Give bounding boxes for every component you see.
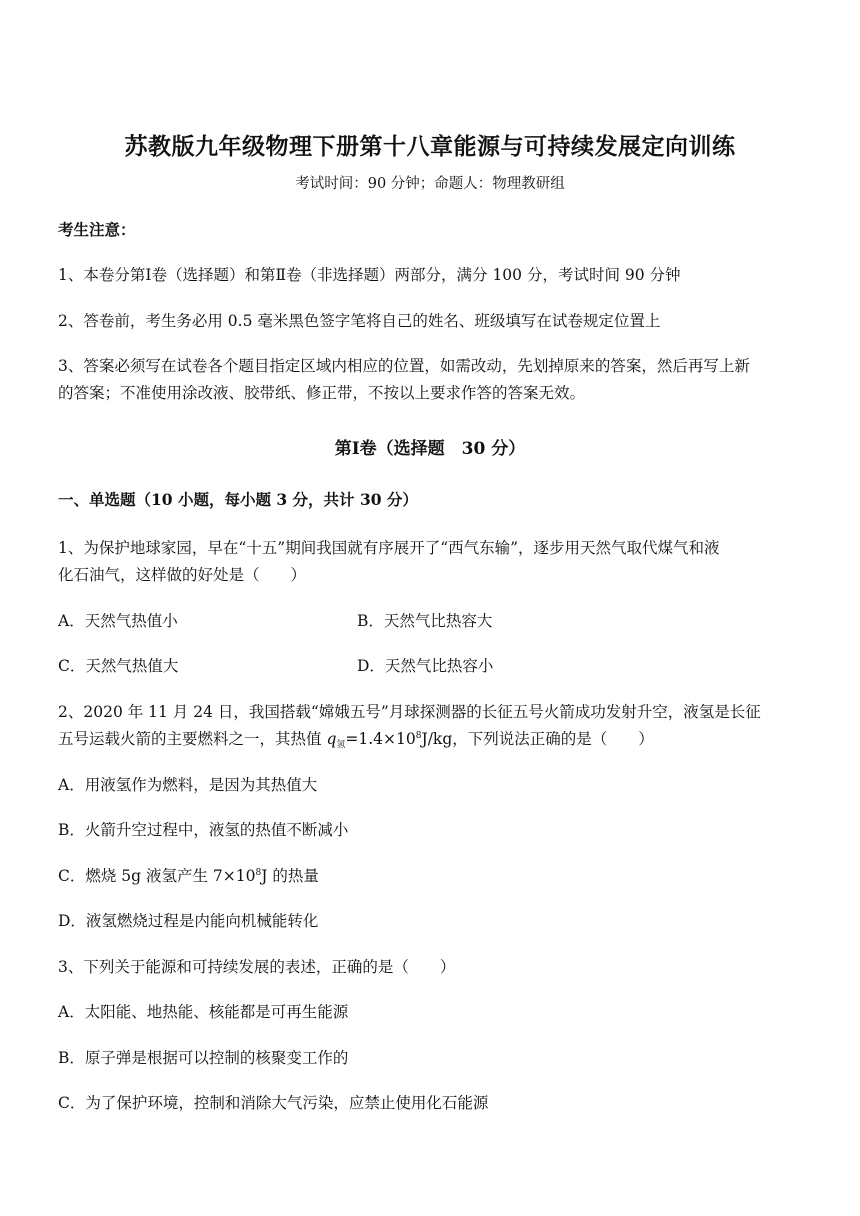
question-1-stem: 1、为保护地球家园，早在“十五”期间我国就有序展开了“西气东输”，逐步用天然气取代煤气和液 [58, 539, 720, 557]
notice-item-3-cont: 的答案；不准使用涂改液、胶带纸、修正带，不按以上要求作答的答案无效。 [58, 384, 586, 402]
question-1-option-a: A．天然气热值小 [58, 612, 178, 630]
section-title: 第Ⅰ卷（选择题 30 分） [334, 439, 526, 459]
question-1-option-d: D．天然气比热容小 [357, 657, 494, 675]
question-2-option-c-pre: C．燃烧 5g 液氢产生 7×10 [58, 867, 256, 885]
notice-heading: 考生注意： [58, 220, 136, 239]
notice-item-2: 2、答卷前，考生务必用 0.5 毫米黑色签字笔将自己的姓名、班级填写在试卷规定位置上 [58, 312, 661, 330]
question-2-option-a: A．用液氢作为燃料，是因为其热值大 [58, 776, 318, 794]
question-2-option-c-post: J 的热量 [261, 867, 319, 885]
question-2-option-c [58, 864, 319, 886]
question-1-option-b: B．天然气比热容大 [357, 612, 493, 630]
question-3-option-a: A．太阳能、地热能、核能都是可再生能源 [58, 1003, 349, 1021]
question-2-text-mid: =1.4×10 [345, 730, 416, 748]
question-3-option-c: C．为了保护环境，控制和消除大气污染，应禁止使用化石能源 [58, 1094, 489, 1112]
question-2-option-b: B．火箭升空过程中，液氢的热值不断减小 [58, 821, 349, 839]
exponent: 8 [415, 731, 422, 741]
question-2-stem: 2、2020 年 11 月 24 日，我国搭载“嫦娥五号”月球探测器的长征五号火箭成功发射升空，液氢是长征 [58, 703, 761, 721]
exponent: 8 [255, 868, 262, 878]
question-2-text-pre: 五号运载火箭的主要燃料之一，其热值 [58, 730, 327, 748]
question-1-stem-cont: 化石油气，这样做的好处是（ ） [58, 566, 307, 584]
heat-value-subscript: 氢 [336, 740, 346, 750]
question-1-option-c: C．天然气热值大 [58, 657, 179, 675]
question-2-stem-cont [58, 727, 654, 750]
part-heading: 一、单选题（10 小题，每小题 3 分，共计 30 分） [58, 490, 418, 509]
question-2-text-post: J/kg，下列说法正确的是（ ） [421, 730, 654, 748]
question-3-option-b: B．原子弹是根据可以控制的核聚变工作的 [58, 1049, 349, 1067]
question-3-stem: 3、下列关于能源和可持续发展的表述，正确的是（ ） [58, 958, 456, 976]
question-2-option-d: D．液氢燃烧过程是内能向机械能转化 [58, 912, 319, 930]
heat-value-symbol: q [326, 730, 337, 748]
page-title: 苏教版九年级物理下册第十八章能源与可持续发展定向训练 [124, 133, 736, 160]
exam-info: 考试时间：90 分钟；命题人：物理教研组 [295, 176, 565, 192]
notice-item-3: 3、答案必须写在试卷各个题目指定区域内相应的位置，如需改动，先划掉原来的答案，然后再写上新 [58, 357, 750, 375]
notice-item-1: 1、本卷分第Ⅰ卷（选择题）和第Ⅱ卷（非选择题）两部分，满分 100 分，考试时间 90 分钟 [58, 266, 681, 284]
